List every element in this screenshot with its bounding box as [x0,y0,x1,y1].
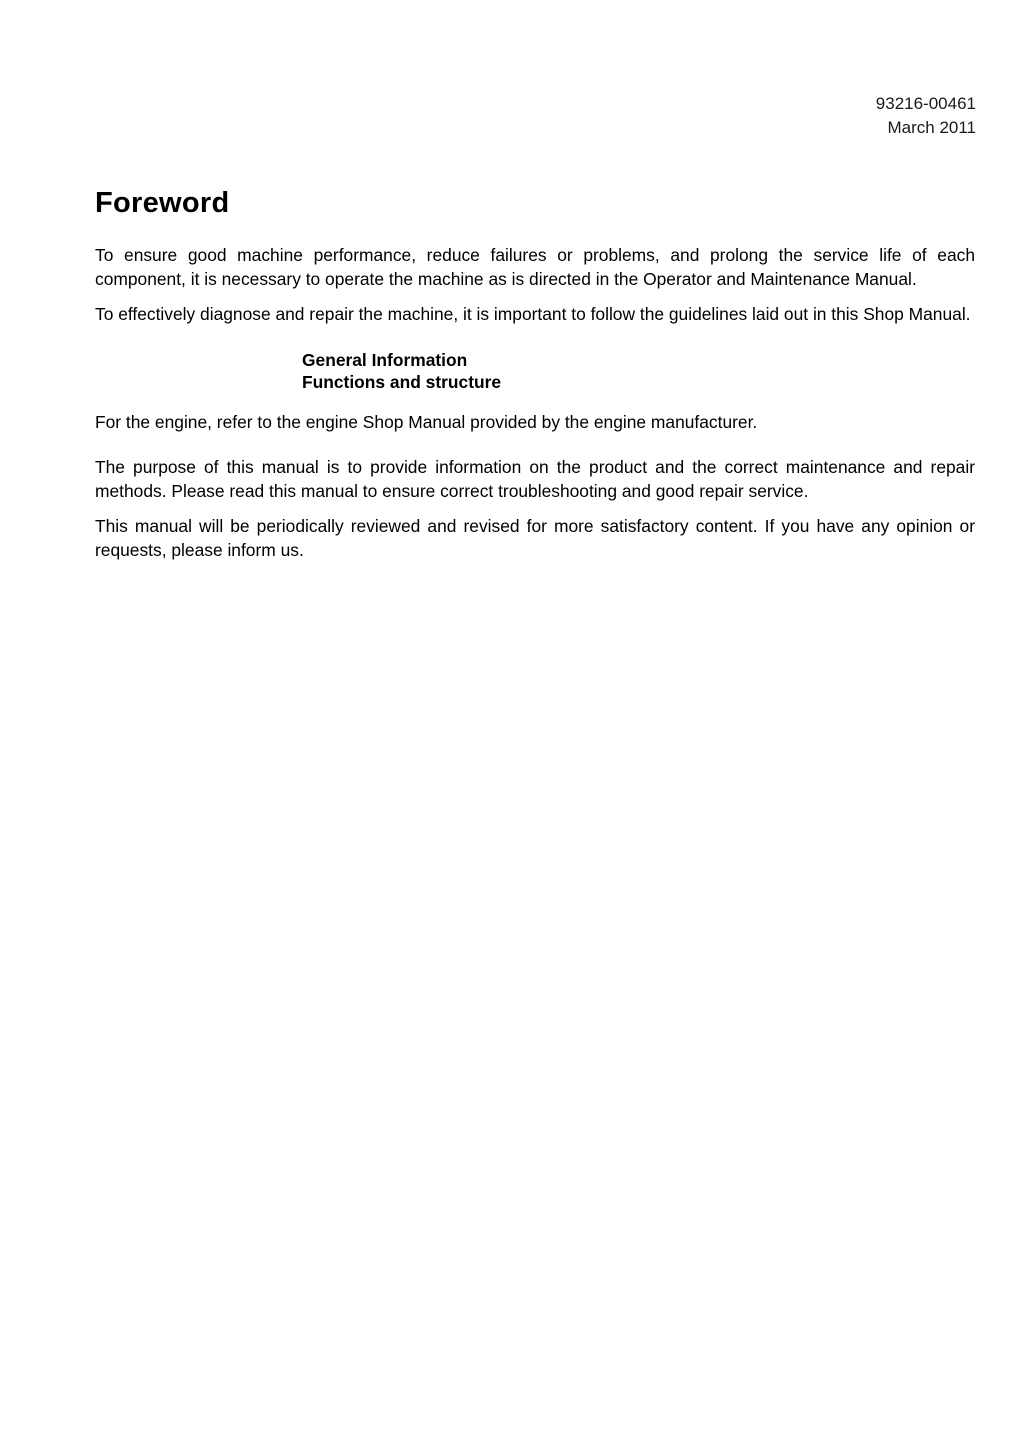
paragraph-3: For the engine, refer to the engine Shop Manual provided by the engine manufacturer. [95,412,758,432]
document-date: March 2011 [887,118,976,137]
page-title: Foreword [95,187,230,219]
subheading-list [302,349,902,393]
paragraph-2: To effectively diagnose and repair the machine, it is important to follow the guidelines laid out in this Shop Manual. [95,304,971,324]
paragraph-5: This manual will be periodically reviewed and revised for more satisfactory content. If you have any opinion or requests, please inform us. [95,516,975,560]
paragraph-1: To ensure good machine performance, reduce failures or problems, and prolong the service life of each component, it is necessary to operate the machine as is directed in the Operator and Maintenance Manual. [95,245,975,289]
document-header [476,92,976,140]
subheading-general-information: General Information [302,350,468,370]
subheading-functions-and-structure: Functions and structure [302,372,502,392]
document-number: 93216-00461 [875,94,976,113]
paragraph-4: The purpose of this manual is to provide information on the product and the correct maintenance and repair methods. Please read this manual to ensure correct troubleshooting and good repair service. [95,457,975,501]
blank-page-area [95,600,975,601]
